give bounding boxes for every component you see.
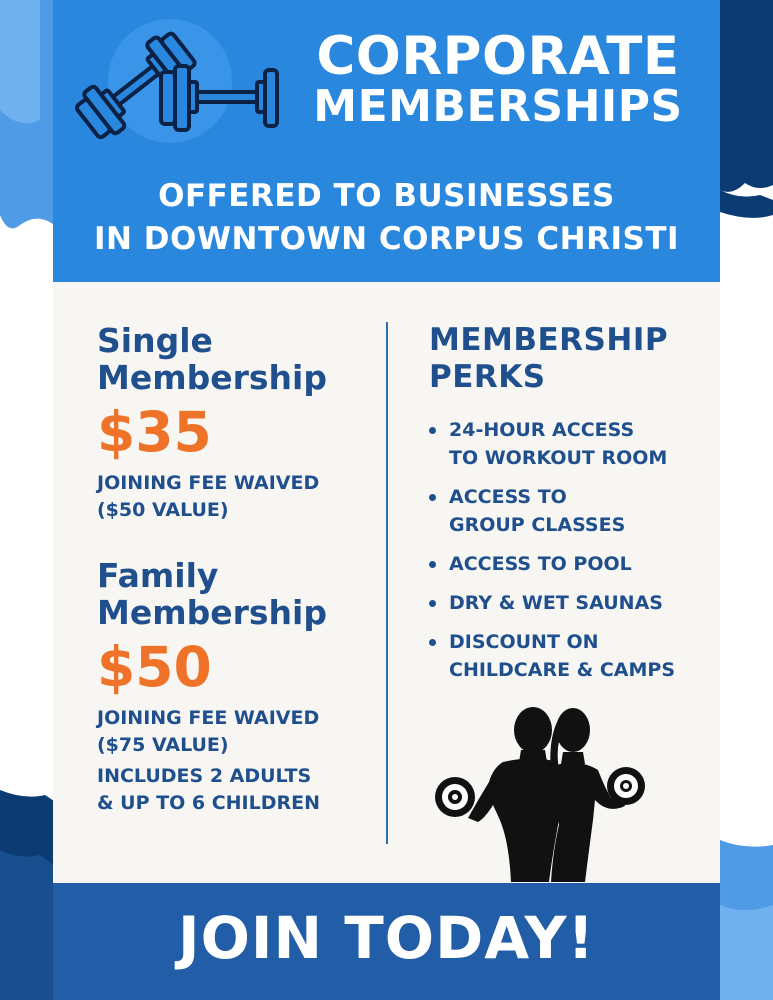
- athletes-silhouette-icon: [433, 700, 648, 882]
- includes-line-2: & UP TO 6 CHILDREN: [97, 792, 321, 814]
- perk-line-2: TO WORKOUT ROOM: [449, 447, 668, 469]
- perk-line-2: CHILDCARE & CAMPS: [449, 659, 676, 681]
- column-divider: [386, 322, 388, 844]
- plan-price: $35: [97, 400, 212, 464]
- perks-column: [429, 322, 714, 695]
- perks-heading-line-1: MEMBERSHIP: [429, 322, 669, 358]
- fee-line-2: ($50 VALUE): [97, 499, 229, 521]
- plan-name-line-2: Membership: [97, 593, 327, 632]
- perk-line-1: DRY & WET SAUNAS: [449, 592, 663, 614]
- plan-fee-note: [97, 470, 377, 524]
- perk-item: [429, 550, 714, 578]
- poster: [53, 0, 720, 1000]
- perk-line-1: ACCESS TO POOL: [449, 553, 632, 575]
- plan-name-line-1: Family: [97, 556, 219, 595]
- includes-line-1: INCLUDES 2 ADULTS: [97, 765, 312, 787]
- perk-line-1: DISCOUNT ON: [449, 631, 599, 653]
- fee-line-2: ($75 VALUE): [97, 734, 229, 756]
- fee-line-1: JOINING FEE WAIVED: [97, 472, 320, 494]
- perk-item: [429, 589, 714, 617]
- fee-line-1: JOINING FEE WAIVED: [97, 707, 320, 729]
- plan-price: $50: [97, 635, 212, 699]
- perk-line-1: ACCESS TO: [449, 486, 567, 508]
- plan-name: [97, 322, 377, 396]
- pricing-column: [97, 322, 377, 817]
- plan-includes-note: [97, 763, 377, 817]
- page-title: [283, 26, 713, 132]
- join-today-cta: JOIN TODAY!: [178, 904, 595, 972]
- header-banner: [53, 0, 720, 282]
- perk-item: [429, 483, 714, 539]
- subtitle: [53, 175, 720, 261]
- plan-name-line-2: Membership: [97, 358, 327, 397]
- plan-fee-note: [97, 705, 377, 759]
- plan-single: [97, 322, 377, 524]
- perk-line-2: GROUP CLASSES: [449, 514, 626, 536]
- title-line-2: MEMBERSHIPS: [313, 81, 683, 132]
- title-line-1: CORPORATE: [316, 26, 680, 87]
- perk-line-1: 24-HOUR ACCESS: [449, 419, 635, 441]
- subtitle-line-1: OFFERED TO BUSINESSES: [158, 178, 615, 214]
- dumbbells-icon: [55, 16, 280, 146]
- perks-list: [429, 416, 714, 684]
- subtitle-line-2: IN DOWNTOWN CORPUS CHRISTI: [93, 221, 680, 257]
- perks-heading: [429, 322, 714, 396]
- perk-item: [429, 416, 714, 472]
- plan-name: [97, 557, 377, 631]
- plan-family: [97, 557, 377, 817]
- plan-name-line-1: Single: [97, 321, 213, 360]
- perk-item: [429, 628, 714, 684]
- perks-heading-line-2: PERKS: [429, 359, 546, 395]
